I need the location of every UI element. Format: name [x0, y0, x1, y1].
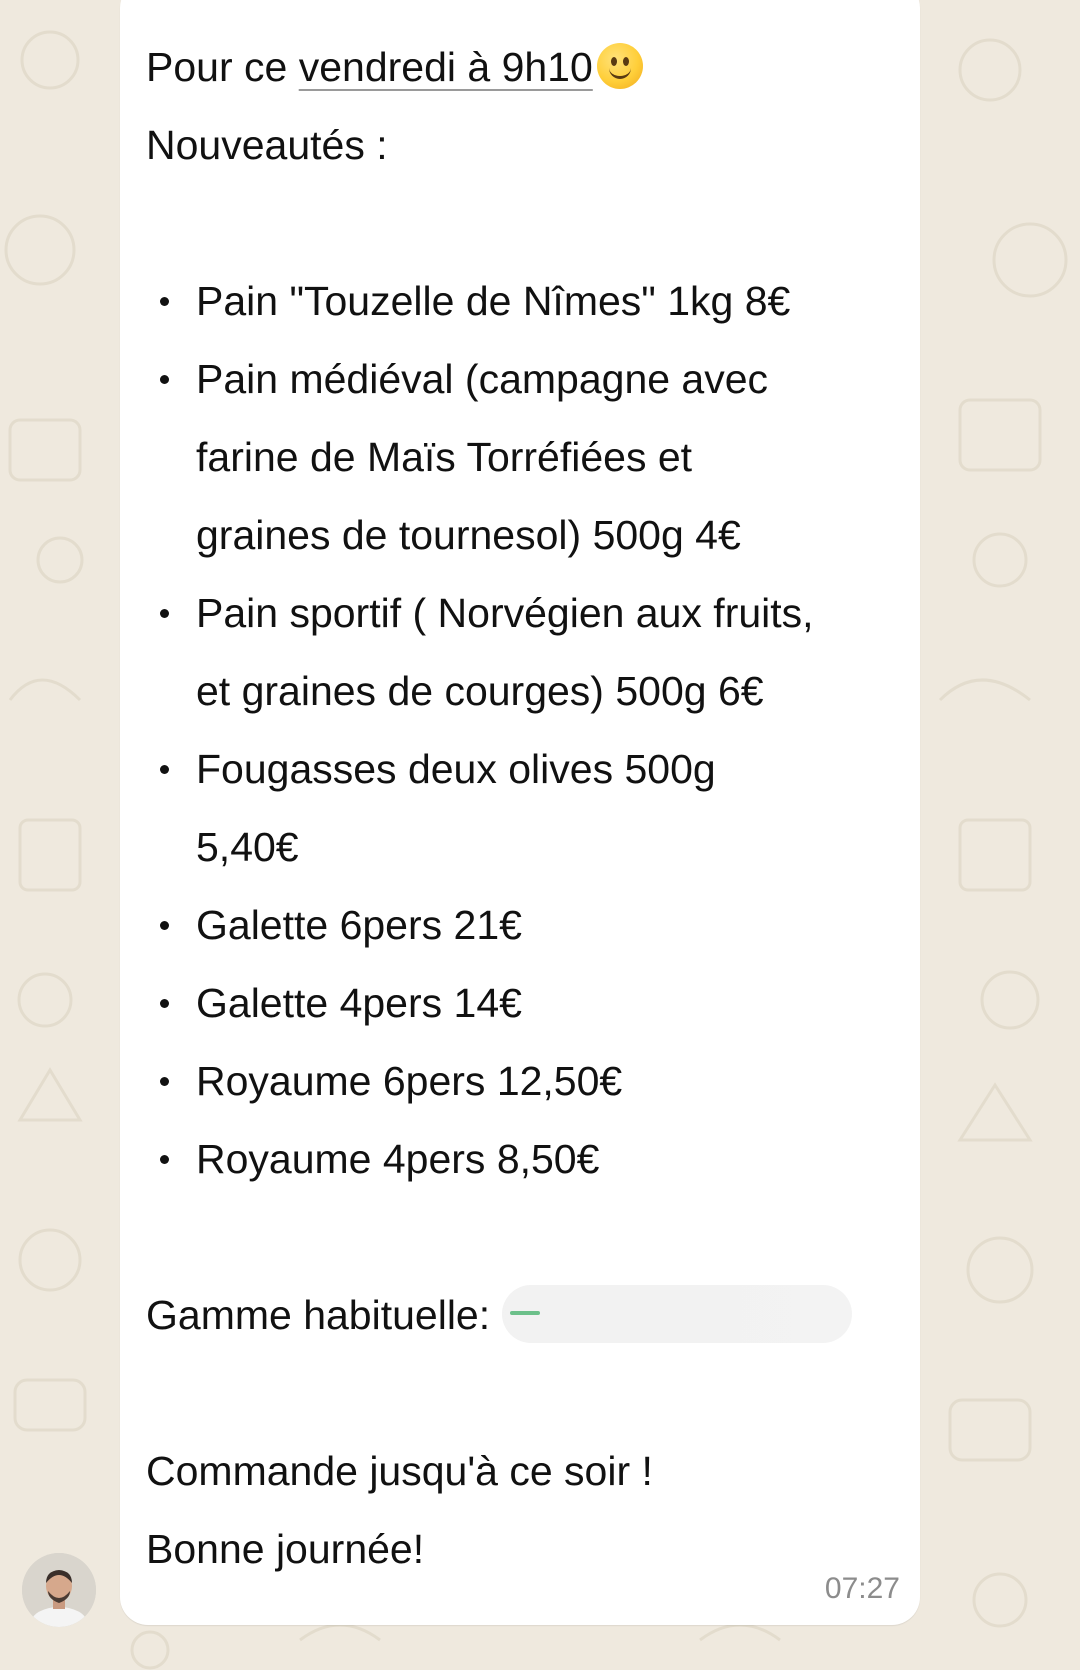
- usual-range-label: Gamme habituelle:: [146, 1292, 491, 1338]
- greeting-prefix: Pour ce: [146, 44, 288, 90]
- list-item-line: Pain "Touzelle de Nîmes" 1kg 8€: [196, 278, 791, 324]
- slightly-smiling-face-icon: [597, 43, 643, 89]
- list-item-line: Fougasses deux olives 500g: [196, 746, 716, 792]
- list-item: [146, 1120, 906, 1198]
- list-item-line: farine de Maïs Torréfiées et: [196, 434, 693, 480]
- list-item: [146, 340, 906, 574]
- closing-line-1: Commande jusqu'à ce soir !: [146, 1448, 653, 1494]
- list-item: [146, 964, 906, 1042]
- news-list: [146, 262, 906, 1198]
- closing-line-2: Bonne journée!: [146, 1526, 425, 1572]
- message-timestamp: 07:27: [824, 1572, 900, 1605]
- list-item-line: Galette 4pers 14€: [196, 980, 522, 1026]
- list-item: [146, 886, 906, 964]
- list-item-line: 5,40€: [196, 824, 299, 870]
- list-item: [146, 730, 906, 886]
- list-item-line: Royaume 4pers 8,50€: [196, 1136, 600, 1182]
- list-item-line: Royaume 6pers 12,50€: [196, 1058, 623, 1104]
- redacted-link: [502, 1285, 852, 1343]
- list-item: [146, 1042, 906, 1120]
- message-body: [146, 28, 906, 1588]
- avatar[interactable]: [22, 1553, 96, 1627]
- list-item-line: Pain médiéval (campagne avec: [196, 356, 769, 402]
- usual-range-line: [146, 1276, 906, 1354]
- list-item: [146, 574, 906, 730]
- date-time-link[interactable]: vendredi à 9h10: [298, 44, 593, 90]
- list-item-line: graines de tournesol) 500g 4€: [196, 512, 741, 558]
- news-heading: Nouveautés :: [146, 122, 388, 168]
- message-first-line: [146, 28, 906, 106]
- list-item: [146, 262, 906, 340]
- list-item-line: Pain sportif ( Norvégien aux fruits,: [196, 590, 814, 636]
- list-item-line: et graines de courges) 500g 6€: [196, 668, 764, 714]
- person-icon: [22, 1553, 96, 1627]
- list-item-line: Galette 6pers 21€: [196, 902, 522, 948]
